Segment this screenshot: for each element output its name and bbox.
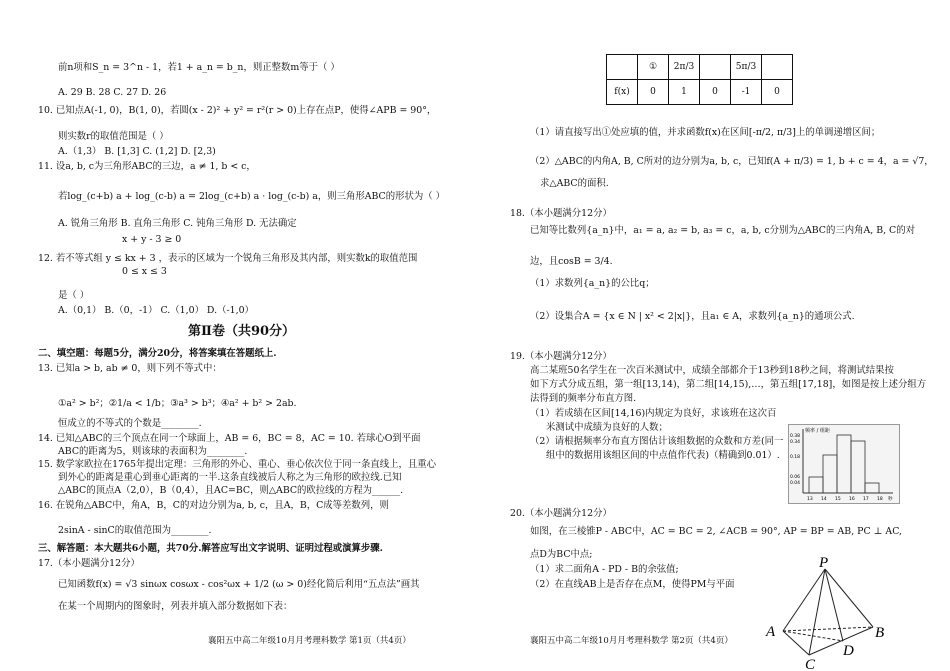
q12-stem: 12. 若不等式组 y ≤ kx + 3 ，表示的区域为一个锐角三角形及其内部，则实数k的取值范围 [38, 253, 418, 264]
table-cell: 5π/3 [731, 55, 762, 80]
q14-stem-2: ABC的距离为5，则该球的表面积为________. [58, 446, 248, 457]
q17-stem-2: 在某一个周期内的图象时，列表并填入部分数据如下表： [58, 601, 293, 612]
hist-bar [837, 435, 851, 493]
q13-stem: 13. 已知a > b, ab ≠ 0，则下列不等式中： [38, 363, 222, 374]
q17-part1: （1）请直接写出①处应填的值，并求函数f(x)在区间[-π/2, π/3]上的单调递增区间； [530, 127, 881, 138]
q20-title: 20.（本小题满分12分） [510, 508, 612, 519]
q18-part2: （2）设集合A = {x ∈ N | x² < 2|x|}，且a₁ ∈ A，求数列{a_n}的通项公式. [530, 311, 855, 322]
left-page [38, 0, 458, 671]
section-fill-blank: 二、填空题：每题5分，满分20分，将答案填在答题纸上. [38, 348, 277, 359]
hist-ytick: 0.34 [790, 440, 801, 445]
footer-right: 襄阳五中高二年级10月月考理科数学 第2页（共4页） [530, 636, 733, 646]
histogram-figure [788, 424, 900, 504]
q11-options: A. 锐角三角形 B. 直角三角形 C. 钝角三角形 D. 无法确定 [58, 218, 297, 229]
q20-stem: 如图，在三棱锥P - ABC中，AC = BC = 2, ∠ACB = 90°, AP = BP = AB, PC ⊥ AC, [530, 526, 903, 537]
q17-part2-2: 求△ABC的面积. [540, 178, 609, 189]
five-point-table [606, 54, 793, 105]
q20-part2: （2）在直线AB上是否存在点M，使得PM与平面 [530, 579, 735, 590]
label-b: B [875, 625, 885, 641]
section-answer: 三、解答题：本大题共6小题，共70分.解答应写出文字说明、证明过程或演算步骤. [38, 543, 383, 554]
q16-stem-2: 2sinA - sinC的取值范围为________. [58, 525, 212, 536]
q20-part1: （1）求二面角A - PD - B的余弦值; [530, 564, 679, 575]
hist-xtick: 15 [835, 497, 841, 502]
table-cell: f(x) [607, 80, 638, 105]
pyramid-figure [765, 555, 905, 671]
right-page [510, 0, 934, 671]
q19-part2: （2）请根据频率分布直方图估计该组数据的众数和方差(同一 [530, 436, 784, 447]
table-cell: ① [638, 55, 669, 80]
footer-left: 襄阳五中高二年级10月月考理科数学 第1页（共4页） [208, 636, 411, 646]
q18-part1: （1）求数列{a_n}的公比q； [530, 278, 655, 289]
hist-ytick: 0.04 [790, 481, 801, 486]
q9-options: A. 29 B. 28 C. 27 D. 26 [58, 87, 167, 98]
table-cell: -1 [731, 80, 762, 105]
table-cell: 0 [638, 80, 669, 105]
q19-title: 19.（本小题满分12分） [510, 351, 612, 362]
hist-ylabel: 频率 / 组距 [805, 428, 830, 434]
q18-title: 18.（本小题满分12分） [510, 208, 612, 219]
q19-part1-2: 米测试中成绩为良好的人数； [546, 422, 668, 433]
q19-stem-2: 如下方式分成五组，第一组[13,14)，第二组[14,15),…，第五组[17,18]，如图是按上述分组方 [530, 379, 927, 390]
hist-xlabel: 秒 [888, 497, 893, 502]
q15-stem-2: 到外心的距离是重心到垂心距离的一半.这条直线被后人称之为三角形的欧拉线.已知 [58, 472, 402, 483]
q16-stem: 16. 在锐角△ABC中，角A，B，C的对边分别为a, b, c，且A，B，C成等差数列，则 [38, 500, 389, 511]
table-cell: 1 [669, 80, 700, 105]
table-cell: 0 [700, 80, 731, 105]
hist-ytick: 0.18 [790, 455, 801, 460]
q12-ineq-1: x + y - 3 ≥ 0 [122, 234, 182, 245]
q20-stem-2: 点D为BC中点; [530, 549, 593, 560]
hist-xtick: 14 [821, 497, 827, 502]
table-cell [607, 55, 638, 80]
q12-options: A.（0,1） B.（0，-1） C.（1,0） D.（-1,0） [58, 305, 254, 316]
label-d: D [843, 643, 854, 659]
q15-stem: 15. 数学家欧拉在1765年提出定理：三角形的外心、重心、垂心依次位于同一条直线上，且重心 [38, 459, 437, 470]
table-cell: 0 [762, 80, 793, 105]
label-c: C [805, 657, 816, 671]
q19-part2-2: 组中的数据用该组区间的中点值作代表)（精确到0.01）. [546, 450, 780, 461]
hist-xtick: 18 [877, 497, 883, 502]
hist-bar [865, 483, 879, 493]
hist-xtick: 13 [807, 497, 813, 502]
histogram-svg [789, 425, 899, 503]
hist-bar [823, 455, 837, 493]
hist-ytick: 0.38 [790, 434, 801, 439]
hist-bar [851, 441, 865, 493]
q17-stem: 已知函数f(x) = √3 sinωx cosωx - cos²ωx + 1/2 (ω > 0)经化简后利用“五点法”画其 [58, 579, 420, 590]
q18-stem: 已知等比数列{a_n}中，a₁ = a, a₂ = b, a₃ = c，a, b, c分别为△ABC的三内角A, B, C的对 [530, 225, 915, 236]
q12-stem-2: 是（ ） [58, 290, 90, 301]
q19-part1: （1）若成绩在区间[14,16)内规定为良好，求该班在这次百 [530, 408, 777, 419]
table-cell: 2π/3 [669, 55, 700, 80]
part2-title: 第Ⅱ卷（共90分） [188, 324, 296, 339]
q19-stem: 高二某班50名学生在一次百米测试中，成绩全部都介于13秒到18秒之间，将测试结果按 [530, 365, 894, 376]
q13-blank: 恒成立的不等式的个数是________. [58, 418, 202, 429]
q9-stem: 前n项和S_n = 3^n - 1，若1 + a_n = b_n，则正整数m等于（ ） [58, 62, 340, 73]
label-a: A [766, 624, 776, 640]
q12-ineq-3: 0 ≤ x ≤ 3 [122, 266, 167, 277]
q17-part2: （2）△ABC的内角A, B, C所对的边分别为a, b, c，已知f(A + π/3) = 1, b + c = 4，a = √7， [530, 156, 934, 167]
label-p: P [819, 555, 829, 571]
q11-condition: 若log_(c+b) a + log_(c-b) a = 2log_(c+b) a · log_(c-b) a，则三角形ABC的形状为（ ） [58, 191, 445, 202]
table-cell [762, 55, 793, 80]
q15-stem-3: △ABC的顶点A（2,0），B（0,4），且AC=BC，则△ABC的欧拉线的方程为______. [58, 485, 404, 496]
q13-items: ①a² > b²；②1/a < 1/b；③a³ > b³；④a² + b² > 2ab. [58, 398, 297, 409]
q10-options: A.（1,3） B. [1,3] C. (1,2] D. [2,3) [58, 146, 216, 157]
q14-stem: 14. 已知△ABC的三个顶点在同一个球面上，AB = 6，BC = 8，AC = 10. 若球心O到平面 [38, 433, 421, 444]
hist-xtick: 17 [863, 497, 869, 502]
q18-stem-2: 边，且cosB = 3/4. [530, 256, 613, 267]
q11-stem: 11. 设a, b, c为三角形ABC的三边，a ≠ 1, b < c， [38, 161, 256, 172]
hist-xtick: 16 [849, 497, 855, 502]
q10-stem-2: 则实数r的取值范围是（ ） [58, 131, 169, 142]
table-cell [700, 55, 731, 80]
hist-ytick: 0.06 [790, 475, 801, 480]
hist-bar [809, 477, 823, 493]
q10-stem: 10. 已知点A(-1, 0)，B(1, 0)，若圆(x - 2)² + y² = r²(r > 0)上存在点P，使得∠APB = 90°， [38, 105, 437, 116]
q19-stem-3: 法得到的频率分布直方图. [530, 393, 637, 404]
q17-title: 17.（本小题满分12分） [38, 558, 140, 569]
